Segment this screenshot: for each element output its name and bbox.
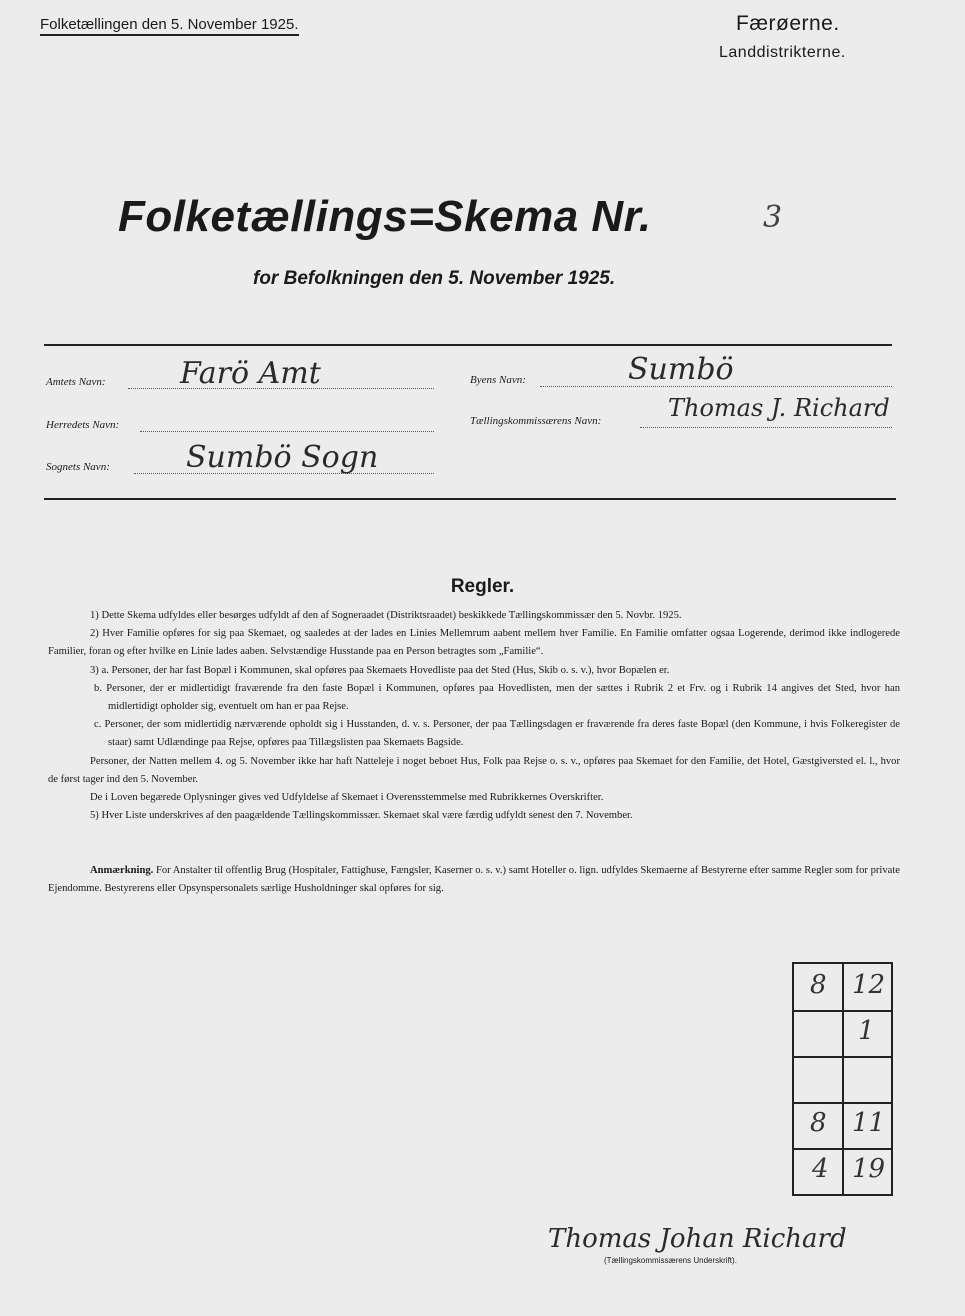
tally-grid xyxy=(792,962,893,1196)
form-title: Folketællings=Skema Nr. xyxy=(118,192,652,241)
census-date-header: Folketællingen den 5. November 1925. xyxy=(40,16,299,36)
herred-label: Herredets Navn: xyxy=(46,419,120,431)
tally-rule xyxy=(794,1010,891,1012)
top-rule xyxy=(44,344,892,346)
tally-cell: 8 xyxy=(810,1108,827,1138)
herred-line xyxy=(140,431,434,432)
tally-rule xyxy=(794,1148,891,1150)
tally-cell: 11 xyxy=(852,1108,886,1138)
bottom-rule xyxy=(44,498,896,500)
tally-cell: 12 xyxy=(852,970,886,1000)
kommissaer-label: Tællingskommissærens Navn: xyxy=(470,415,602,427)
note-label: Anmærkning. xyxy=(90,865,154,876)
kommissaer-line xyxy=(640,427,892,428)
tally-divider xyxy=(842,964,844,1194)
rule-3b: b. Personer, der er midlertidigt fraværende fra den faste Bopæl i Kommunen, opføres paa Hovedlisten, men der sættes i Rubrik 2 et Frv. og i Rubrik 14 angives det Sted, hvor han midlertidigt opholder sig, eventuelt om han er paa Rejse. xyxy=(94,682,900,713)
signature-caption: (Tællingskommissærens Underskrift). xyxy=(604,1256,737,1265)
tally-cell: 19 xyxy=(852,1154,886,1184)
sogn-value: Sumbö Sogn xyxy=(186,440,379,475)
form-number: 3 xyxy=(763,200,783,235)
rule-2: 2) Hver Familie opføres for sig paa Skemaet, og saaledes at der lades en Linies Mellemrum aabent mellem hver Familie. En Familie omfatter ogsaa Logerende, derimod ikke indlogerede Familier, foran og efter hvilke en Linie lades aaben. Selvstændige Husstande paa en Person betragtes som „Familie“. xyxy=(48,628,900,658)
rule-1: 1) Dette Skema udfyldes eller besørges udfyldt af den af Sogneraadet (Distriktsraadet) beskikkede Tællingskommissær den 5. Novbr. 1925. xyxy=(90,610,682,621)
rules-list xyxy=(48,607,900,825)
rule-5: 5) Hver Liste underskrives af den paagældende Tællingskommissær. Skemaet skal være færdig udfyldt senest den 7. November. xyxy=(90,810,633,822)
rule-3d: Personer, der Natten mellem 4. og 5. November ikke har haft Natteleje i noget beboet Hus, Folk paa Rejse o. s. v., opføres paa Skemaet for den Familie, det Hotel, Gæstgiversted el. l., hvor de først tager ind den 5. November. xyxy=(48,755,900,785)
by-value: Sumbö xyxy=(628,352,734,387)
tally-rule xyxy=(794,1056,891,1058)
rule-4: De i Loven begærede Oplysninger gives ved Udfyldelse af Skemaet i Overensstemmelse med Rubrikkernes Overskrifter. xyxy=(90,792,604,804)
rule-3a: 3) a. Personer, der har fast Bopæl i Kommunen, skal opføres paa Skemaets Hovedliste paa det Sted (Hus, Skib o. s. v.), hvor Bopælen er. xyxy=(90,664,670,676)
signature: Thomas Johan Richard xyxy=(548,1224,847,1254)
sogn-label: Sognets Navn: xyxy=(46,461,110,473)
amt-value: Farö Amt xyxy=(180,356,321,391)
rule-3c: c. Personer, der som midlertidig nærværende opholdt sig i Husstanden, d. v. s. Personer, der paa Tællingsdagen er fraværende fra deres faste Bopæl (den Kommune, i hvis Folkeregister de staar) samt Udlændinge paa Rejse, opføres paa Tillægslisten paa Skemaets Bagside. xyxy=(94,719,900,749)
tally-cell: 1 xyxy=(858,1016,875,1046)
kommissaer-value: Thomas J. Richard xyxy=(668,394,890,422)
note-text: For Anstalter til offentlig Brug (Hospitaler, Fattighuse, Fængsler, Kaserner o. s. v.) samt Hoteller o. lign. udfyldes Skemaerne af Bestyrerne efter samme Regler som for private Ejendomme. Bestyrerens eller Opsynspersonalets særlige Husholdninger skal opføres for sig. xyxy=(48,865,900,894)
note-paragraph xyxy=(48,862,900,898)
region-title: Færøerne. xyxy=(736,12,840,35)
tally-cell: 8 xyxy=(810,970,827,1000)
region-subtitle: Landdistrikterne. xyxy=(719,44,846,61)
amt-label: Amtets Navn: xyxy=(46,376,106,388)
form-subtitle: for Befolkningen den 5. November 1925. xyxy=(253,268,616,289)
rules-heading: Regler. xyxy=(450,576,515,597)
by-label: Byens Navn: xyxy=(470,374,526,386)
tally-cell: 4 xyxy=(812,1154,829,1184)
tally-rule xyxy=(794,1102,891,1104)
